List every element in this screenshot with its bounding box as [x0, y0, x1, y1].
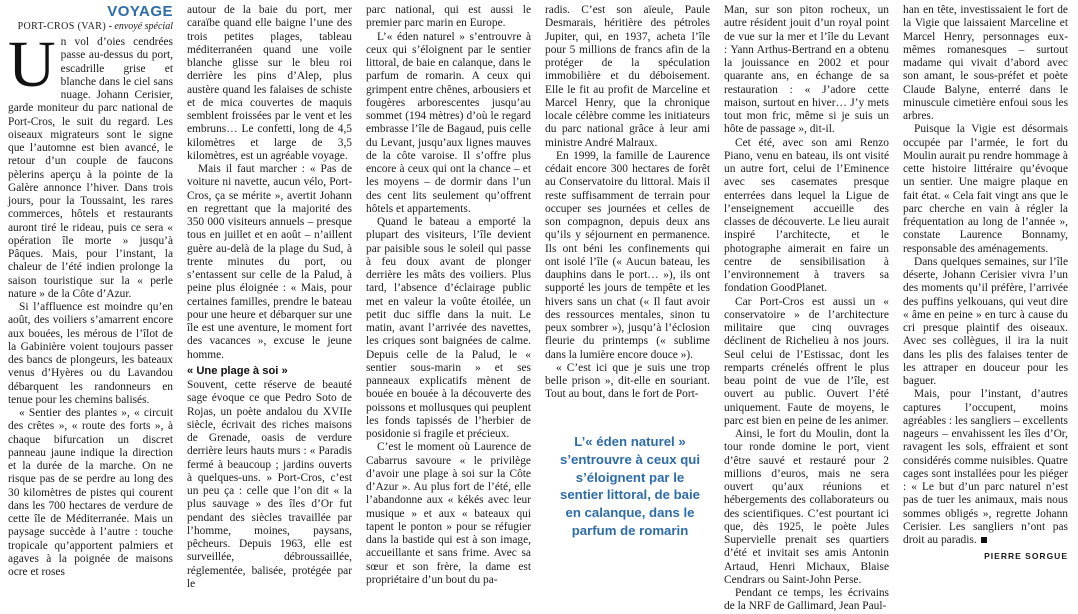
article-column-4 — [545, 4, 710, 416]
paragraph: Souvent, cette réserve de beauté sage évoque ce que Pedro Soto de Rojas, un poète andalou du XVIIe siècle, écrivait des riches maisons de Grenade, oasis de verdure derrière leurs hauts murs : « Paradis fermé à beaucoup ; jardins ouverts à quelques-uns. » Port-Cros, c’est un peu ça : celle que l’on dit « la plus sauvage » des îles d’Or fut pendant des siècles travaillée par l’homme, moines, paysans, pêcheurs. Depuis 1963, elle est surveillée, débroussaillée, réglementée, balisée, protégée par le — [187, 379, 352, 590]
paragraph-text: n vol d’oies cendrées passe au-dessus du port, escadrille grise et blanche dans le ciel sans nuage. Johann Cerisier, garde moniteur du parc national de Port-Cros, le suit du regard. Les oiseaux migrateurs sont le signe que l’automne est bien avancé, le retour d’un couple de faucons pèlerins aperçu à la pointe de la Galère annonce l’hiver. Dans trois jours, pour la Toussaint, les rares commerces, hôtels et restaurants auront tiré le rideau, puis ce sera « opération île morte » jusqu’à Pâques. Mais, pour l’instant, la chaleur de l’été indien prolonge la saison touristique sur la « perle nature » de la Côte d’Azur. — [8, 36, 173, 300]
paragraph: Man, sur son piton rocheux, un autre résident jouit d’un royal point de vue sur la mer et l’île du Levant : Yann Arthus-Bertrand en a obtenu la jouissance en 2002 et pour quarante ans, en échange de sa restauration : « J’adore cette maison, surtout en hiver… J’y mets tout mon fric, même si je suis un hôte de passage », dit-il. — [724, 4, 889, 136]
paragraph: Quand le bateau a emporté la plupart des visiteurs, l’île devient par paisible sous le soleil qui passe à feu doux avant de plonger derrière les mâts des voiliers. Plus tard, l’absence d’éclairage public met en valeur la voûte étoilée, un petit duc siffle dans la nuit. Le matin, avant l’arrivée des navettes, les criques sont baignées de calme. Depuis celle de la Palud, le « sentier sous-marin » et ses panneaux explicatifs mènent de bouée en bouée à la découverte des poissons et mollusques qui peuplent les fonds tapissés de l’herbier de posidonie si fragile et précieux. — [366, 216, 531, 440]
paragraph: Car Port-Cros est aussi un « conservatoire » de l’architecture militaire que cinq ouvrages déclinent de Richelieu à nos jours. Seul celui de l’Estissac, dont les remparts crénelés offrent le plus beau point de vue de l’île, est ouvert au public. Ouvert l’été uniquement. Faute de moyens, le parc est bien en peine de les animer. — [724, 295, 889, 427]
section-rubric: VOYAGE — [107, 3, 173, 20]
end-mark-icon — [981, 537, 987, 543]
paragraph: L’« éden naturel » s’entrouvre à ceux qui s’éloignent par le sentier littoral, de baie en calanque, dans le parfum de romarin. A ceux qui grimpent entre chênes, arbousiers et fougères arborescentes jusqu’au sommet (194 mètres) d’où le regard embrasse l’île de Bagaud, puis celle du Levant, jusqu’aux lignes mauves de la côte varoise. Il s’offre plus encore à ceux qui ont la chance – et les moyens – de dormir dans l’un des cent lits seulement qu’offrent hôtels et appartements. — [366, 30, 531, 215]
paragraph: C’est le moment où Laurence de Cabarrus savoure « le privilège d’avoir une plage à soi sur la Côte d’Azur ». Au plus fort de l’été, elle l’abandonne aux « kékés avec leur musique » et aux « bateaux qui tapent le ponton » pour se réfugier dans la bastide qui est à son image, accueillante et sans frime. Avec sa sœur et son frère, la dame est propriétaire d’un bout du pa- — [366, 441, 531, 586]
paragraph: Si l’affluence est moindre qu’en août, des voiliers s’amarrent encore aux bouées, les mérous de l’îlot de la Gabinière voient toujours passer des bancs de plongeurs, les bateaux venus d’Hyères ou du Lavandou débarquent les randonneurs en tenue pour les chemins balisés. — [8, 301, 173, 406]
paragraph: Dans quelques semaines, sur l’île déserte, Johann Cerisier vivra l’un des moments qu’il préfère, l’arrivée des puffins yelkouans, qui veut dire « âme en peine » en turc à cause du cri presque plaintif des oiseaux. Avec ses collègues, il ira la nuit dans les plis des falaises tenter de les attraper en douceur pour les baguer. — [903, 255, 1068, 387]
pull-quote: L’« éden naturel » s’entrouvre à ceux qui s’éloignent par le sentier littoral, de baie en calanque, dans le parfum de romarin — [560, 434, 700, 538]
paragraph: han en tête, investissaient le fort de la Vigie que laissaient Marceline et Marcel Henry, personnages eux-mêmes romanesques – surtout madame qui vivait d’abord avec son amant, le sous-préfet et poète Claude Balyne, enterré dans le minuscule cimetière enfoui sous les arbres. — [903, 4, 1068, 122]
paragraph: « C’est ici que je suis une trop belle prison », dit-elle en souriant. Tout au bout, dans le fort de Port- — [545, 361, 710, 401]
paragraph: radis. C’est son aïeule, Paule Desmarais, héritière des pétroles Jupiter, qui, en 1937, acheta l’île pour 5 millions de francs afin de la protéger de la spéculation immobilière et du déboisement. Elle le fit au profit de Marceline et Marcel Henry, que la chronique locale célèbre comme les initiateurs du parc national grâce à leur ami ministre André Malraux. — [545, 4, 710, 149]
article-column-1 — [8, 4, 173, 594]
paragraph: autour de la baie du port, mer caraïbe quand elle baigne l’une des trois petites plages, tableau méditerranéen quand une voile blanche glisse sur le bleu roi derrière les pins d’Alep, plus austère quand les falaises de schiste et de mica couvertes de maquis semblent froissées par le vent et les embruns… Le confetti, long de 4,5 kilomètres et large de 3,5 kilomètres, est un agréable voyage. — [187, 4, 352, 162]
paragraph: « Sentier des plantes », « circuit des crêtes », « route des forts », à chaque bifurcation un discret panneau jaune indique la direction et la durée de la marche. On ne risque pas de se perdre au long des 30 kilomètres de pistes qui courent dans les 700 hectares de verdure de cette île de Méditerranée. Mais un paysage succède à l’autre : touche tropicale qu’apportent palmiers et agaves à la poignée de maisons ocre et roses — [8, 407, 173, 578]
paragraph-text: Mais, pour l’instant, d’autres captures l’occupent, moins agréables : les sangliers – excellents nageurs – envahissent les îles d’Or, ravagent les sols, effraient et sont considérés comme nuisibles. Quatre cages sont installées pour les piéger : « Le but d’un parc naturel n’est pas de tuer les animaux, mais nous sommes obligés », regrette Johann Cerisier. Les sangliers n’ont pas droit au paradis. — [903, 388, 1068, 546]
byline-place: PORT-CROS (VAR) — [17, 21, 107, 32]
article-column-5 — [724, 4, 889, 613]
paragraph: En 1999, la famille de Laurence cédait encore 300 hectares de forêt au Conservatoire du littoral. Mais il reste suffisamment de terrain pour occuper ses journées et celles de son compagnon, depuis deux ans qu’ils y séjournent en permanence. Ils ont béni les confinements qui ont isolé l’île (« Aucun bateau, les dauphins dans le port… »), ils ont supporté les jours de tempête et les hivers sans un chat (« Il faut avoir des ressources mentales, sinon tu peux sombrer »), jusqu’à l’éclosion fleurie du printemps (« sublime dans la lumière encore douce »). — [545, 149, 710, 361]
paragraph: Pendant ce temps, les écrivains de la NRF de Gallimard, Jean Paul- — [724, 587, 889, 613]
drop-cap: U — [8, 28, 56, 101]
byline: PORT-CROS (VAR) - envoyé spécial — [17, 21, 173, 32]
byline-special: envoyé spécial — [114, 21, 173, 32]
paragraph: Puisque la Vigie est désormais occupée par l’armée, le fort du Moulin aurait pu rendre hommage à cette histoire littéraire qu’évoque un sentier. Une maigre plaque en fait état. « Cela fait vingt ans que le parc cherche en vain à régler la fréquentation au long de l’année », constate Laurence Bonnamy, responsable des aménagements. — [903, 123, 1068, 255]
article-column-2 — [187, 4, 352, 594]
paragraph: Cet été, avec son ami Renzo Piano, venu en bateau, ils ont visité un autre fort, celui de l’Eminence avec ses casemates presque enterrées dans lequel la Ligue de l’enseignement accueille des classes de découverte. Le lieu aurait inspiré l’architecte, et le photographe aimerait en faire un centre de sensibilisation à l’environnement à travers sa fondation GoodPlanet. — [724, 136, 889, 295]
article-column-6 — [903, 4, 1068, 594]
paragraph: Mais il faut marcher : « Pas de voiture ni navette, aucun vélo, Port-Cros, ça se mérite », avertit Johann en regrettant que la majorité des 350 000 visiteurs annuels – presque tous en juillet et en août – n’aillent guère au-delà de la plage du Sud, à trente minutes du port, ou s’entassent sur celle de la Palud, à peine plus éloignée : « Mais, pour certaines familles, prendre le bateau pour une heure et débarquer sur une île est une aventure, le moment fort des vacances », excuse le jeune homme. — [187, 163, 352, 361]
author-signature: PIERRE SORGUE — [984, 551, 1068, 562]
paragraph — [903, 388, 1068, 547]
lead-paragraph — [8, 28, 173, 301]
article-column-3 — [366, 4, 531, 594]
paragraph: parc national, qui est aussi le premier parc marin en Europe. — [366, 4, 531, 30]
section-heading: « Une plage à soi » — [187, 364, 288, 377]
paragraph: Ainsi, le fort du Moulin, dont la tour ronde domine le port, vient d’être sauvé et restauré pour 2 millions d’euros, mais ne sera ouvert qu’aux réunions et hébergements des collaborateurs ou des scientifiques. C’est pourtant ici que, dès 1925, le poète Jules Supervielle prenait ses quartiers d’été et invitait ses amis Antonin Artaud, Henri Michaux, Blaise Cendrars ou Saint-John Perse. — [724, 428, 889, 586]
